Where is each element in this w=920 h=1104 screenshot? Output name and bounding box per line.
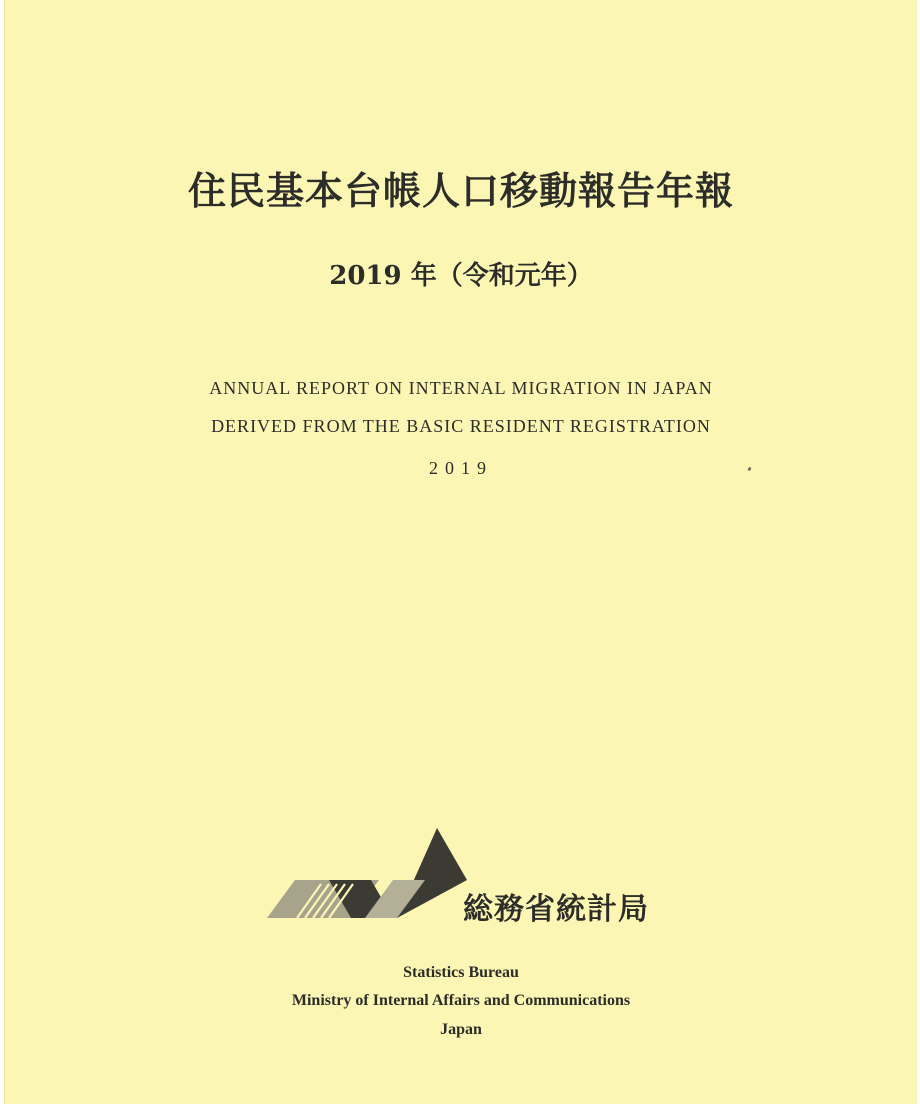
japanese-title: 住民基本台帳人口移動報告年報 xyxy=(187,168,734,213)
publisher-country: Japan xyxy=(440,1021,482,1038)
japanese-subtitle-year: 2019 年（令和元年） xyxy=(329,261,593,291)
publisher-ministry: Ministry of Internal Affairs and Communications xyxy=(291,992,631,1009)
logo-wordmark: 総務省統計局 xyxy=(463,892,649,927)
report-cover-page xyxy=(4,0,917,1104)
english-title-line-1: ANNUAL REPORT ON INTERNAL MIGRATION IN JAPAN xyxy=(209,378,713,398)
logo-dark-peak xyxy=(397,828,467,918)
english-year: 2019 xyxy=(429,458,493,478)
publisher-bureau: Statistics Bureau xyxy=(403,964,519,981)
english-title-line-2: DERIVED FROM THE BASIC RESIDENT REGISTRATION xyxy=(211,416,711,436)
statistics-bureau-mountain-logo-icon xyxy=(267,828,467,923)
